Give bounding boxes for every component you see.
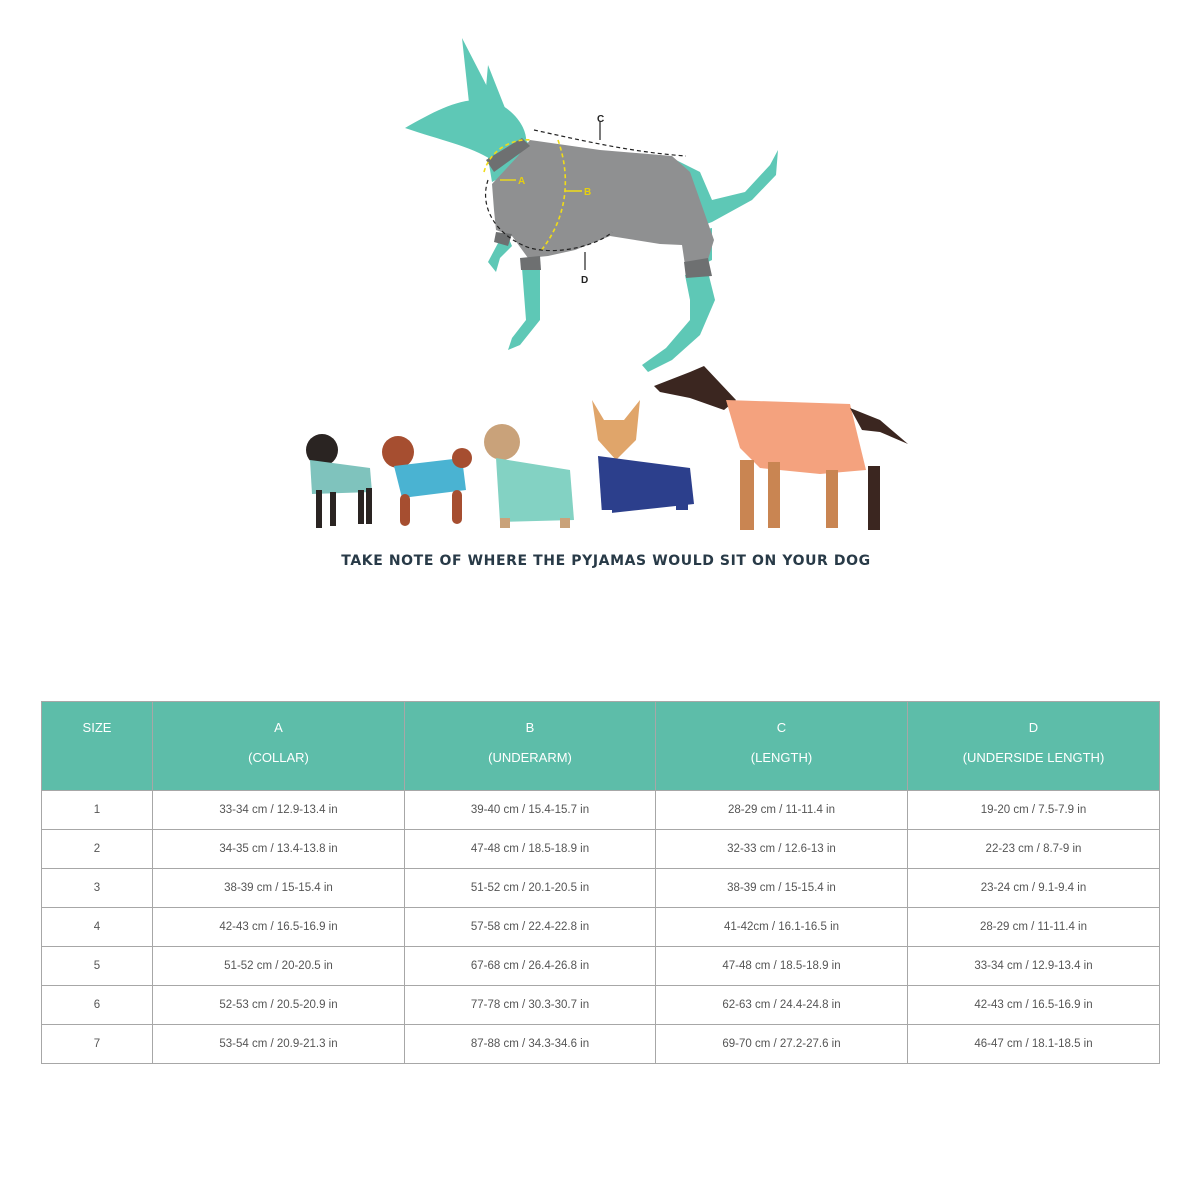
dogs-in-pyjamas-photo xyxy=(295,360,915,540)
cell-size: 1 xyxy=(42,791,153,830)
cell-size: 2 xyxy=(42,830,153,869)
dog-corgi xyxy=(592,400,694,526)
header-a-collar: A (COLLAR) xyxy=(153,702,405,791)
header-b-underarm: B (UNDERARM) xyxy=(405,702,656,791)
cell-collar: 42-43 cm / 16.5-16.9 in xyxy=(153,908,405,947)
label-c: C xyxy=(597,114,605,125)
table-row xyxy=(42,869,1160,908)
header-d-underside-length: D (UNDERSIDE LENGTH) xyxy=(908,702,1160,791)
dog-pug xyxy=(306,434,372,528)
cell-length: 41-42cm / 16.1-16.5 in xyxy=(656,908,908,947)
label-d: D xyxy=(581,275,589,286)
cell-length: 47-48 cm / 18.5-18.9 in xyxy=(656,947,908,986)
cell-collar: 34-35 cm / 13.4-13.8 in xyxy=(153,830,405,869)
table-row xyxy=(42,1025,1160,1064)
size-chart-table xyxy=(41,701,1160,1064)
table-row xyxy=(42,791,1160,830)
label-a: A xyxy=(518,176,526,187)
dog-kelpie xyxy=(654,366,908,530)
cell-underside-length: 23-24 cm / 9.1-9.4 in xyxy=(908,869,1160,908)
cell-length: 38-39 cm / 15-15.4 in xyxy=(656,869,908,908)
cell-size: 4 xyxy=(42,908,153,947)
cell-underarm: 39-40 cm / 15.4-15.7 in xyxy=(405,791,656,830)
cell-collar: 53-54 cm / 20.9-21.3 in xyxy=(153,1025,405,1064)
header-c-length: C (LENGTH) xyxy=(656,702,908,791)
cell-size: 5 xyxy=(42,947,153,986)
cell-underarm: 67-68 cm / 26.4-26.8 in xyxy=(405,947,656,986)
pyjama-garment xyxy=(486,138,714,278)
cell-collar: 38-39 cm / 15-15.4 in xyxy=(153,869,405,908)
table-header-row xyxy=(42,702,1160,791)
cell-underside-length: 42-43 cm / 16.5-16.9 in xyxy=(908,986,1160,1025)
cell-collar: 33-34 cm / 12.9-13.4 in xyxy=(153,791,405,830)
cell-underside-length: 22-23 cm / 8.7-9 in xyxy=(908,830,1160,869)
table-row xyxy=(42,908,1160,947)
cell-collar: 51-52 cm / 20-20.5 in xyxy=(153,947,405,986)
cell-size: 6 xyxy=(42,986,153,1025)
caption: TAKE NOTE OF WHERE THE PYJAMAS WOULD SIT ON YOUR DOG xyxy=(341,553,871,569)
cell-collar: 52-53 cm / 20.5-20.9 in xyxy=(153,986,405,1025)
cell-underarm: 87-88 cm / 34.3-34.6 in xyxy=(405,1025,656,1064)
cell-size: 7 xyxy=(42,1025,153,1064)
table-row xyxy=(42,830,1160,869)
header-size: SIZE xyxy=(42,702,153,791)
table-row xyxy=(42,986,1160,1025)
cell-underarm: 47-48 cm / 18.5-18.9 in xyxy=(405,830,656,869)
cell-size: 3 xyxy=(42,869,153,908)
cell-underarm: 77-78 cm / 30.3-30.7 in xyxy=(405,986,656,1025)
dog-measurement-diagram xyxy=(380,30,800,380)
cell-underside-length: 28-29 cm / 11-11.4 in xyxy=(908,908,1160,947)
cell-length: 32-33 cm / 12.6-13 in xyxy=(656,830,908,869)
table-row xyxy=(42,947,1160,986)
cell-underside-length: 33-34 cm / 12.9-13.4 in xyxy=(908,947,1160,986)
cell-underside-length: 19-20 cm / 7.5-7.9 in xyxy=(908,791,1160,830)
dog-poodle xyxy=(382,436,472,526)
cell-length: 62-63 cm / 24.4-24.8 in xyxy=(656,986,908,1025)
cell-underarm: 57-58 cm / 22.4-22.8 in xyxy=(405,908,656,947)
cell-underside-length: 46-47 cm / 18.1-18.5 in xyxy=(908,1025,1160,1064)
dog-french-bulldog xyxy=(484,424,574,528)
cell-underarm: 51-52 cm / 20.1-20.5 in xyxy=(405,869,656,908)
cell-length: 28-29 cm / 11-11.4 in xyxy=(656,791,908,830)
label-b: B xyxy=(584,187,592,198)
cell-length: 69-70 cm / 27.2-27.6 in xyxy=(656,1025,908,1064)
